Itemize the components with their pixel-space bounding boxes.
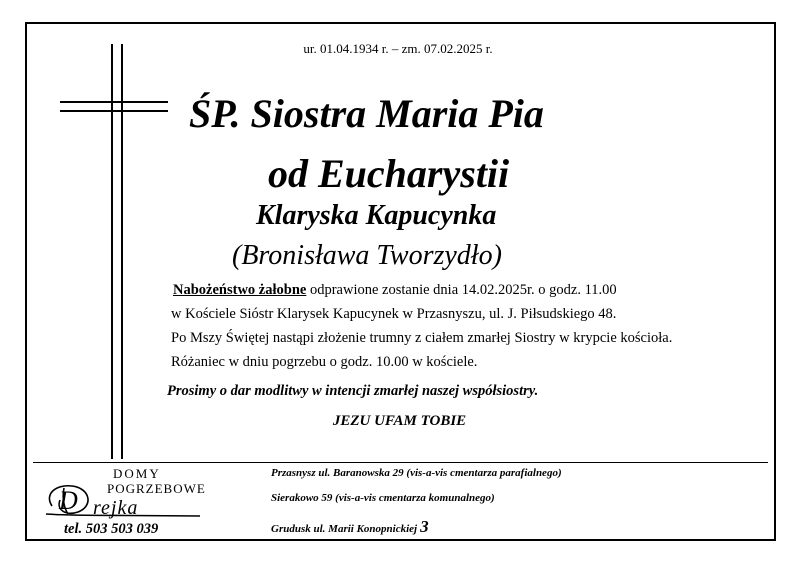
ceremony-line2: w Kościele Sióstr Klarysek Kapucynek w Przasnyszu, ul. J. Piłsudskiego 48. [171,306,617,322]
logo-initial: D [59,486,78,515]
cross-vertical-bar-right [121,44,123,459]
address-grudusk-number: 3 [420,517,429,536]
birth-name: (Bronisława Tworzydło) [232,240,502,271]
religious-order: Klaryska Kapucynka [256,200,497,231]
address-grudusk-text: Grudusk ul. Marii Konopnickiej [271,523,418,535]
logo-line1: DOMY [113,466,161,481]
ceremony-label: Nabożeństwo żałobne [173,282,307,298]
ceremony-line4: Różaniec w dniu pogrzebu o godz. 10.00 w kościele. [171,354,478,370]
motto-text: JEZU UFAM TOBIE [332,413,467,429]
ceremony-line1-text: odprawione zostanie dnia 14.02.2025r. o godz. 11.00 [306,282,617,298]
cross-vertical-bar-left [111,44,113,459]
address-przasnysz: Przasnysz ul. Baranowska 29 (vis-a-vis cmentarza parafialnego) [271,467,562,479]
ceremony-line1 [173,282,617,299]
address-grudusk [271,517,429,537]
prayer-request: Prosimy o dar modlitwy w intencji zmarłej naszej współsiostry. [167,383,539,399]
deceased-name-line1: ŚP. Siostra Maria Pia [189,91,544,136]
logo-word: rejka [93,497,139,519]
cross-horizontal-bar-top [60,101,168,103]
ceremony-line3: Po Mszy Świętej nastąpi złożenie trumny z ciałem zmarłej Siostry w krypcie kościoła. [171,330,673,346]
deceased-name-line2: od Eucharystii [268,151,510,196]
motto [0,413,800,430]
logo-line2: POGRZEBOWE [107,481,206,496]
life-dates-text: ur. 01.04.1934 r. – zm. 07.02.2025 r. [303,41,493,56]
address-sierakowo: Sierakowo 59 (vis-a-vis cmentarza komunalnego) [271,492,495,504]
footer-divider [33,462,768,463]
funeral-home-phone: tel. 503 503 039 [64,521,159,537]
life-dates [0,41,800,57]
cross-horizontal-bar-bottom [60,110,168,112]
